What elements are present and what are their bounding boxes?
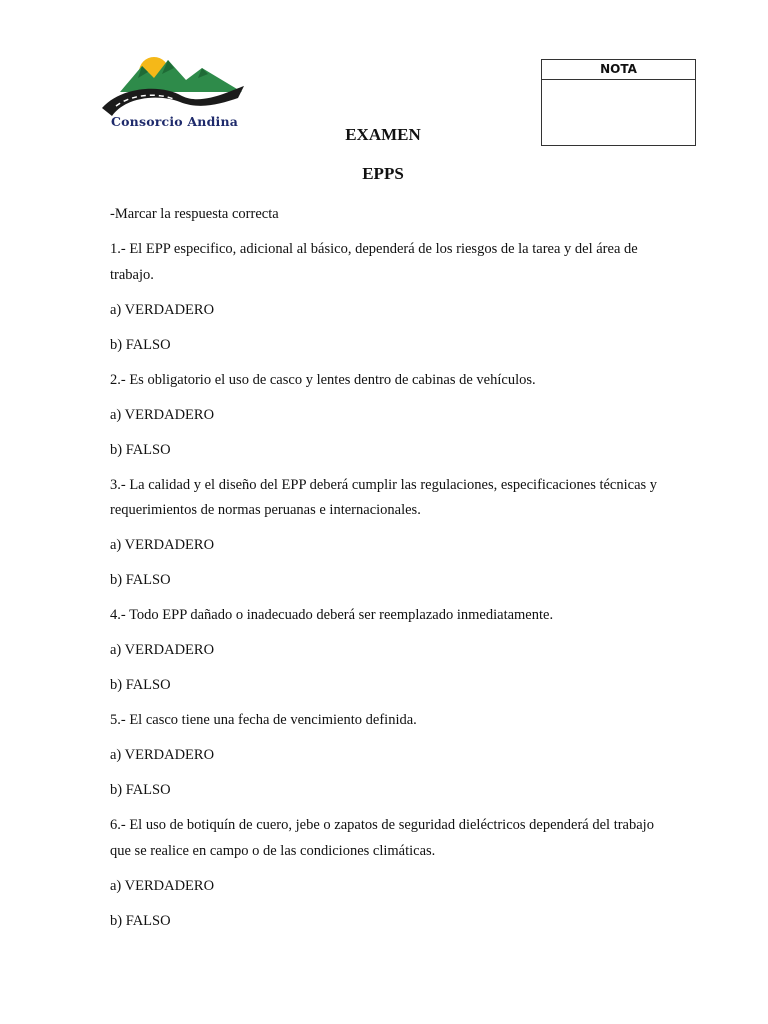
company-logo	[102, 56, 260, 132]
option-true[interactable]: a) VERDADERO	[110, 877, 215, 894]
grade-label: NOTA	[542, 60, 695, 80]
option-false[interactable]: b) FALSO	[110, 572, 171, 588]
question-text: 1.- El EPP especifico, adicional al básico, dependerá de los riesgos de la tarea y del área de trabajo.	[110, 241, 638, 283]
option-false[interactable]: b) FALSO	[110, 677, 171, 693]
mountain-road-logo-icon	[102, 56, 260, 116]
question-text: 2.- Es obligatorio el uso de casco y lentes dentro de cabinas de vehículos.	[110, 371, 536, 388]
logo-text: Consorcio Andina	[111, 114, 239, 129]
option-true[interactable]: a) VERDADERO	[110, 747, 215, 763]
question-text: 4.- Todo EPP dañado o inadecuado deberá ser reemplazado inmediatamente.	[110, 607, 554, 623]
option-true[interactable]: a) VERDADERO	[110, 642, 215, 658]
question-text: 6.- El uso de botiquín de cuero, jebe o zapatos de seguridad dieléctricos dependerá del trabajo que se realice en campo o de las condiciones climáticas.	[110, 817, 654, 859]
exam-title: EXAMEN	[345, 125, 421, 144]
option-false[interactable]: b) FALSO	[110, 782, 171, 798]
question-text: 5.- El casco tiene una fecha de vencimiento definida.	[110, 712, 417, 728]
option-false[interactable]: b) FALSO	[110, 441, 171, 458]
exam-subtitle: EPPS	[362, 164, 404, 183]
option-true[interactable]: a) VERDADERO	[110, 301, 215, 318]
instructions: -Marcar la respuesta correcta	[110, 206, 279, 222]
option-true[interactable]: a) VERDADERO	[110, 537, 215, 553]
option-true[interactable]: a) VERDADERO	[110, 406, 215, 423]
option-false[interactable]: b) FALSO	[110, 912, 171, 929]
exam-content	[110, 202, 670, 944]
question-text: 3.- La calidad y el diseño del EPP deberá cumplir las regulaciones, especificaciones técnicas y requerimientos de normas peruanas e internacionales.	[110, 476, 658, 518]
option-false[interactable]: b) FALSO	[110, 336, 171, 353]
